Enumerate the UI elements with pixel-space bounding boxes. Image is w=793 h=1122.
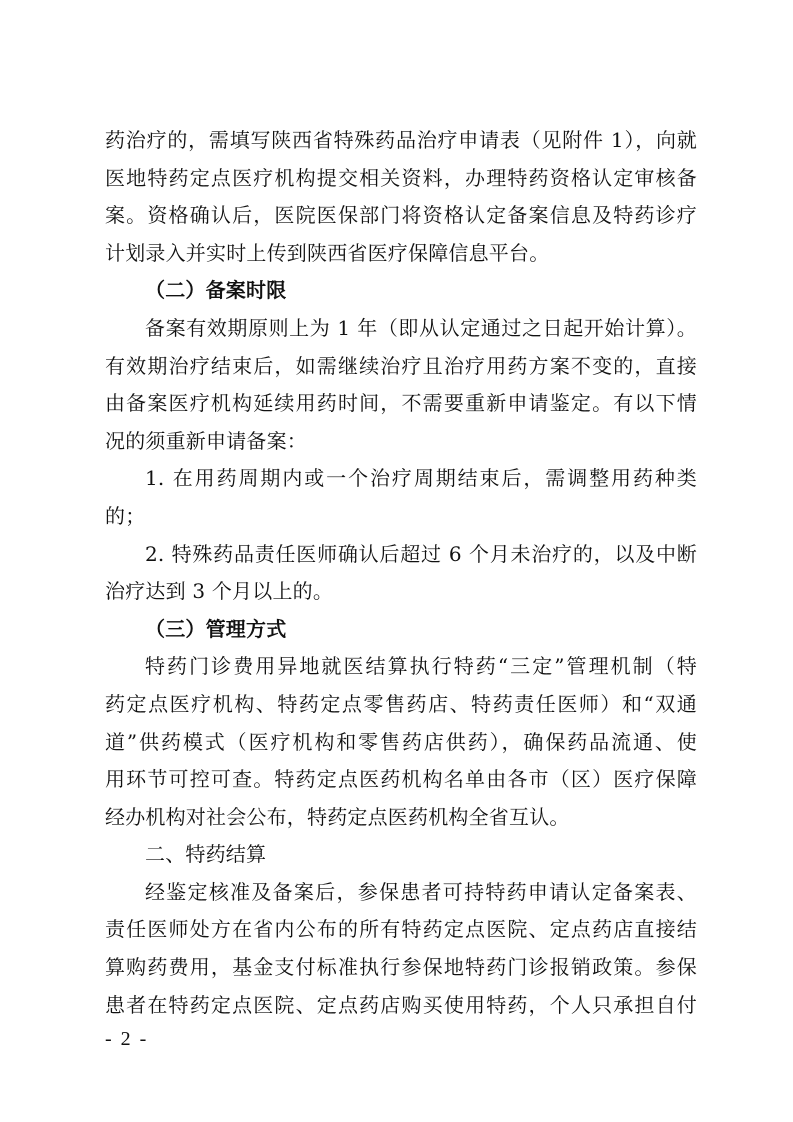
paragraph-line: 特药门诊费用异地就医结算执行特药“三定”管理机制（特 (145, 654, 697, 679)
paragraph-line: 有效期治疗结束后，如需继续治疗且治疗用药方案不变的，直接 (105, 353, 697, 378)
paragraph-line: 2. 特殊药品责任医师确认后超过 6 个月未治疗的，以及中断 (145, 541, 697, 566)
paragraph-line: 道”供药模式（医疗机构和零售药店供药），确保药品流通、使 (105, 729, 697, 754)
paragraph-line: 算购药费用，基金支付标准执行参保地特药门诊报销政策。参保 (105, 955, 697, 980)
paragraph-line: 1. 在用药周期内或一个治疗周期结束后，需调整用药种类 (145, 466, 697, 491)
paragraph-line: 案。资格确认后，医院医保部门将资格认定备案信息及特药诊疗 (105, 203, 697, 228)
chapter-heading: 二、特药结算 (145, 842, 267, 867)
paragraph-line: 用环节可控可查。特药定点医药机构名单由各市（区）医疗保障 (105, 767, 697, 792)
paragraph-line: 备案有效期原则上为 1 年（即从认定通过之日起开始计算）。 (145, 315, 697, 340)
paragraph-line: 由备案医疗机构延续用药时间，不需要重新申请鉴定。有以下情 (105, 391, 697, 416)
paragraph-line: 责任医师处方在省内公布的所有特药定点医院、定点药店直接结 (105, 917, 697, 942)
section-heading: （二）备案时限 (145, 278, 287, 303)
paragraph-line: 经办机构对社会公布，特药定点医药机构全省互认。 (105, 804, 570, 829)
paragraph-line: 治疗达到 3 个月以上的。 (105, 579, 334, 604)
paragraph-line: 的； (105, 503, 146, 528)
section-heading: （三）管理方式 (145, 616, 287, 641)
paragraph-line: 医地特药定点医疗机构提交相关资料，办理特药资格认定审核备 (105, 165, 697, 190)
paragraph-line: 药定点医疗机构、特药定点零售药店、特药责任医师）和“双通 (105, 691, 697, 716)
paragraph-line: 况的须重新申请备案： (105, 428, 307, 453)
paragraph-line: 患者在特药定点医院、定点药店购买使用特药，个人只承担自付 (105, 992, 697, 1017)
page-number: - 2 - (105, 1028, 149, 1050)
document-body (105, 122, 697, 1024)
paragraph-line: 经鉴定核准及备案后，参保患者可持特药申请认定备案表、 (145, 879, 697, 904)
paragraph-line: 药治疗的，需填写陕西省特殊药品治疗申请表（见附件 1），向就 (105, 128, 697, 152)
paragraph-line: 计划录入并实时上传到陕西省医疗保障信息平台。 (105, 240, 550, 265)
